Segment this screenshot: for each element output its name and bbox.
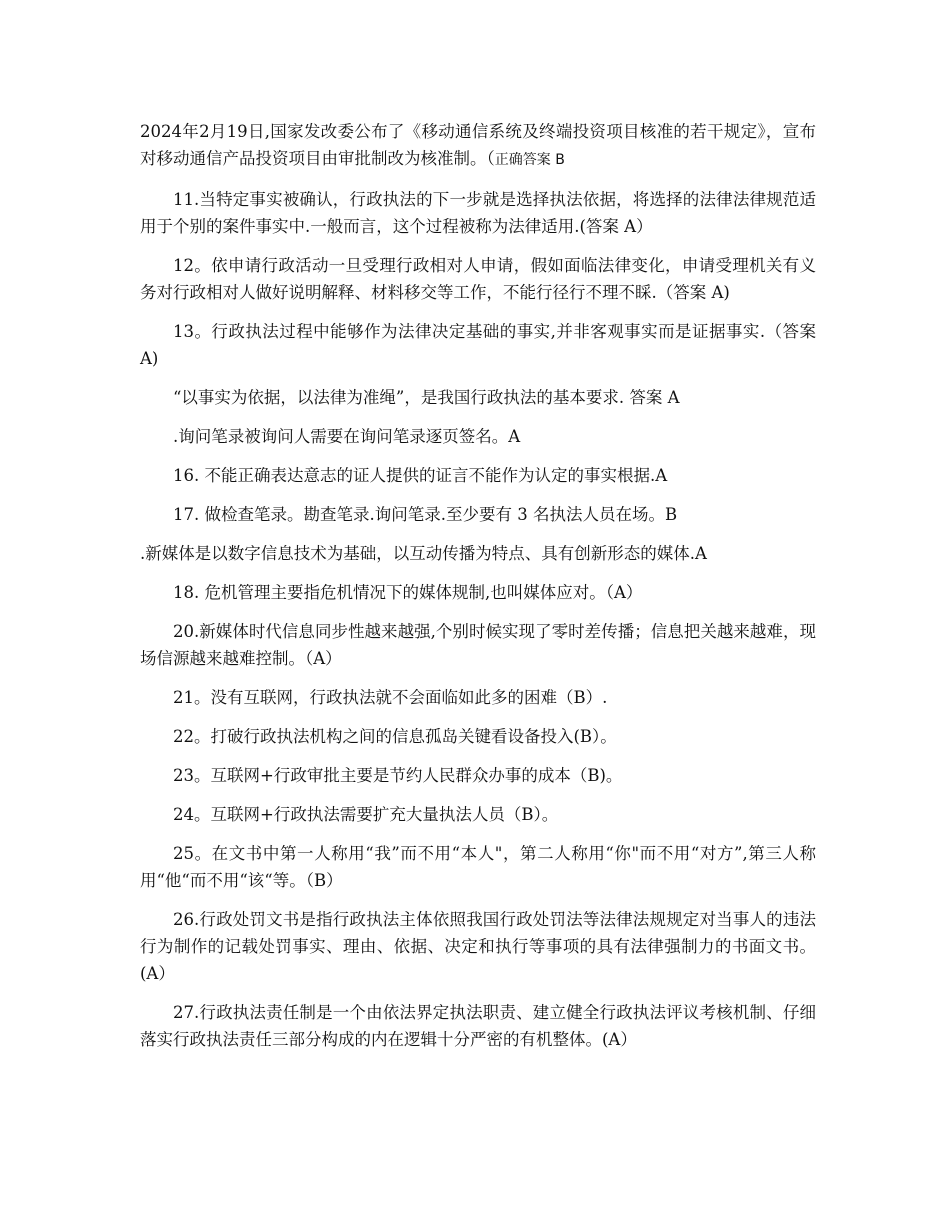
- paragraph-item-13: 13。行政执法过程中能够作为法律决定基础的事实,并非客观事实而是证据事实.（答案 A): [140, 322, 816, 368]
- paragraph-item-18: 18. 危机管理主要指危机情况下的媒体规制,也叫媒体应对。（A）: [173, 583, 643, 602]
- paragraph-item-21: 21。没有互联网，行政执法就不会面临如此多的困难（B）.: [173, 688, 608, 707]
- paragraph-item-16: 16. 不能正确表达意志的证人提供的证言不能作为认定的事实根据.A: [173, 466, 668, 485]
- paragraph-item-24: 24。互联网+行政执法需要扩充大量执法人员（B）。: [173, 805, 559, 824]
- paragraph-item-11: 11.当特定事实被确认，行政执法的下一步就是选择执法依据，将选择的法律法律规范适用于个别的案件事实中.一般而言，这个过程被称为法律适用.(答案 A）: [140, 190, 816, 236]
- paragraph-item-20: 20.新媒体时代信息同步性越来越强,个别时候实现了零时差传播；信息把关越来越难，现场信源越来越难控制。（A）: [140, 622, 816, 668]
- paragraph-item-17: 17. 做检查笔录。勘查笔录.询问笔录.至少要有 3 名执法人员在场。B: [173, 505, 678, 524]
- paragraph-item-27: 27.行政执法责任制是一个由依法界定执法职责、建立健全行政执法评议考核机制、仔细落实行政执法责任三部分构成的内在逻辑十分严密的有机整体。(A）: [140, 1003, 816, 1049]
- answer-label: 正确答案 B: [494, 152, 565, 168]
- paragraph-item-14: “以事实为依据，以法律为准绳”，是我国行政执法的基本要求. 答案 A: [173, 388, 680, 407]
- paragraph-item-new-media: .新媒体是以数字信息技术为基础，以互动传播为特点、具有创新形态的媒体.A: [140, 544, 707, 563]
- paragraph-item-26: 26.行政处罚文书是指行政执法主体依照我国行政处罚法等法律法规规定对当事人的违法行为制作的记载处罚事实、理由、依据、决定和执行等事项的具有法律强制力的书面文书。(A）: [140, 910, 816, 983]
- paragraph-text: 2024年2月19日,国家发改委公布了《移动通信系统及终端投资项目核准的若干规定》，宣布对移动通信产品投资项目由审批制改为核准制。（: [140, 122, 816, 168]
- paragraph-item-22: 22。打破行政执法机构之间的信息孤岛关键看设备投入(B）。: [173, 727, 617, 746]
- paragraph-item-23: 23。互联网+行政审批主要是节约人民群众办事的成本（B)。: [173, 766, 623, 785]
- paragraph-item-12: 12。依申请行政活动一旦受理行政相对人申请，假如面临法律变化，申请受理机关有义务对行政相对人做好说明解释、材料移交等工作，不能行径行不理不睬.（答案 A): [140, 256, 816, 302]
- document-body: [140, 118, 816, 1065]
- paragraph-intro: [140, 118, 816, 174]
- paragraph-item-15: .询问笔录被询问人需要在询问笔录逐页签名。A: [173, 427, 521, 446]
- paragraph-item-25: 25。在文书中第一人称用“我”而不用“本人"，第二人称用“你"而不用“对方”,第三人称用“他“而不用“该“等。（B）: [140, 844, 816, 890]
